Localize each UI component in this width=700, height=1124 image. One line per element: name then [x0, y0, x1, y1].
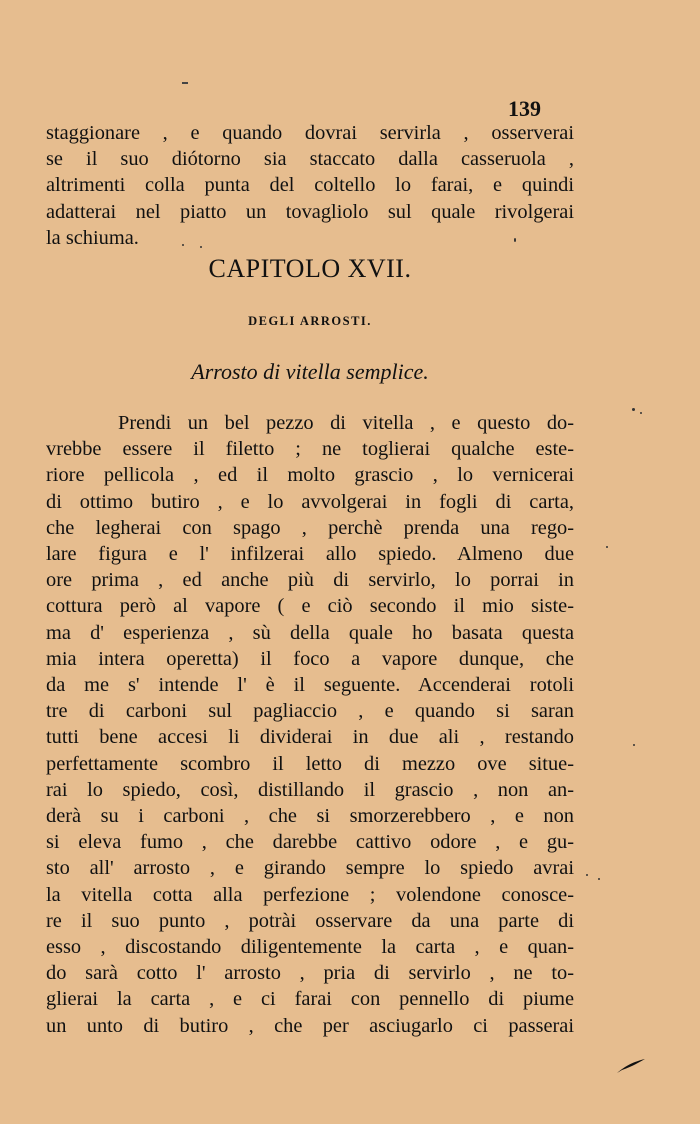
text-line: la schiuma.: [46, 226, 139, 249]
ink-speck: [182, 244, 184, 246]
body-paragraph: [46, 410, 574, 1039]
text-line: riore pellicola , ed il molto grascio , lo vernicerai: [46, 464, 574, 487]
text-line: se il suo diótorno sia staccato dalla casseruola ,: [46, 148, 574, 171]
text-line: mia intera operetta) il foco a vapore dunque, che: [46, 647, 574, 670]
text-line: do sarà cotto l' arrosto , pria di servirlo , ne to-: [46, 962, 574, 985]
text-line: cottura però al vapore ( e ciò secondo il mio siste-: [46, 595, 574, 618]
text-line: rai lo spiedo, così, distillando il grascio , non an-: [46, 778, 574, 801]
text-line: ma d' esperienza , sù della quale ho basata questa: [46, 621, 574, 644]
chapter-title: CAPITOLO XVII.: [208, 254, 412, 283]
text-line: che legherai con spago , perchè prenda una rego-: [46, 516, 574, 539]
page-number: 139: [508, 96, 541, 121]
text-line: Prendi un bel pezzo di vitella , e questo do-: [118, 412, 574, 434]
text-line: ore prima , ed anche più di servirlo, lo porrai in: [46, 569, 574, 592]
top-paragraph: [46, 120, 574, 251]
text-line: esso , discostando diligentemente la carta , e quan-: [46, 936, 574, 959]
section-title: DEGLI ARROSTI.: [248, 314, 372, 328]
text-line: un unto di butiro , che per asciugarlo ci passerai: [46, 1014, 574, 1037]
text-line: di ottimo butiro , e lo avvolgerai in fogli di carta,: [46, 490, 574, 513]
text-line: derà su i carboni , che si smorzerebbero , e non: [46, 805, 574, 828]
text-line: vrebbe essere il filetto ; ne toglierai qualche este-: [46, 438, 574, 461]
ink-speck: [633, 744, 635, 746]
text-line: adatterai nel piatto un tovagliolo sul quale rivolgerai: [46, 200, 574, 223]
text-line: glierai la carta , e ci farai con pennello di piume: [46, 988, 574, 1011]
ink-speck: [514, 238, 516, 242]
text-line: da me s' intende l' è il seguente. Accenderai rotoli: [46, 674, 574, 697]
text-line: altrimenti colla punta del coltello lo farai, e quindi: [46, 174, 574, 197]
text-line: tre di carboni sul pagliaccio , e quando si saran: [46, 700, 574, 723]
ink-speck: [598, 878, 600, 880]
text-line: staggionare , e quando dovrai servirla , osserverai: [46, 122, 574, 144]
text-line: la vitella cotta alla perfezione ; volendone conosce-: [46, 883, 574, 906]
text-line: si eleva fumo , che darebbe cattivo odore , e gu-: [46, 831, 574, 854]
text-line: perfettamente scombro il letto di mezzo ove situe-: [46, 752, 574, 775]
recipe-title: Arrosto di vitella semplice.: [191, 359, 429, 384]
text-line: re il suo punto , potrài osservare da una parte di: [46, 909, 574, 932]
ink-speck: [606, 546, 608, 548]
text-line: sto all' arrosto , e girando sempre lo spiedo avrai: [46, 857, 574, 880]
ink-dash-mark: [182, 82, 188, 84]
ink-speck: [632, 408, 635, 411]
ink-speck: [200, 246, 202, 248]
ink-speck: [640, 412, 642, 414]
quill-ink-mark: [616, 1058, 646, 1074]
ink-speck: [586, 874, 588, 876]
text-line: lare figura e l' infilzerai allo spiedo. Almeno due: [46, 543, 574, 566]
text-line: tutti bene accesi li dividerai in due ali , restando: [46, 726, 574, 749]
